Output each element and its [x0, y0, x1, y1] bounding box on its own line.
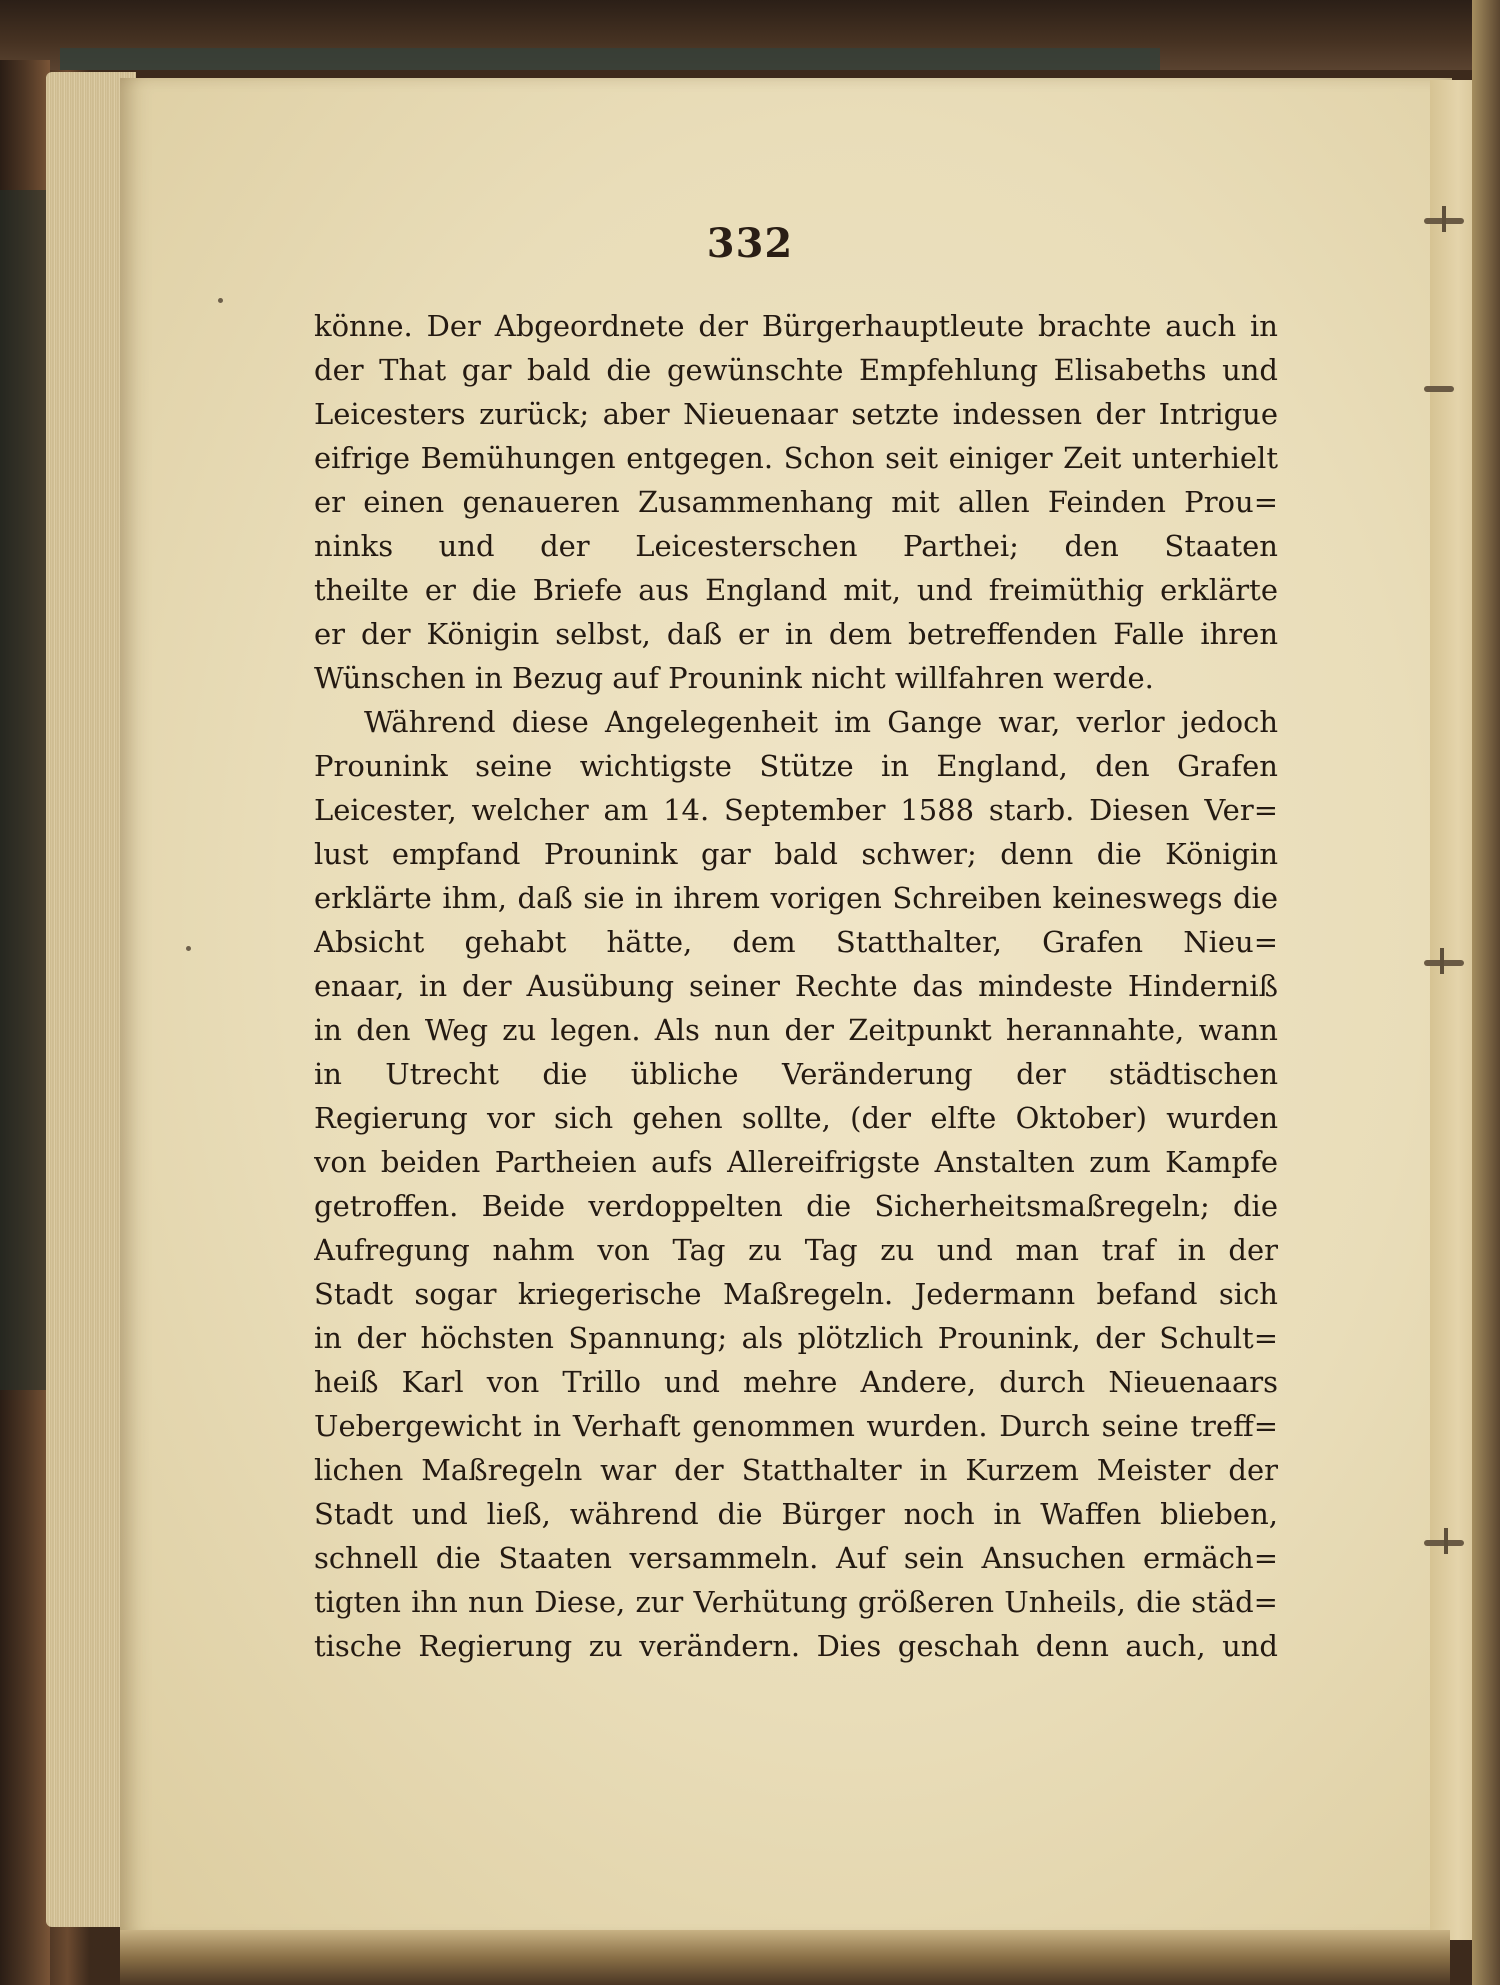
text-line: Während diese Angelegenheit im Gange war, verlor jedoch [364, 705, 1278, 739]
text-line: Aufregung nahm von Tag zu Tag zu und man traf in der [314, 1233, 1278, 1267]
text-line: Leicester, welcher am 14. September 1588 starb. Diesen Ver= [314, 793, 1278, 827]
text-line: lust empfand Prounink gar bald schwer; denn die Königin [314, 837, 1278, 871]
text-line: könne. Der Abgeordnete der Bürgerhauptleute brachte auch in [314, 309, 1278, 343]
cover-cloth-strip [60, 48, 1160, 70]
margin-mark [1444, 1528, 1448, 1554]
text-line: tigten ihn nun Diese, zur Verhütung größeren Unheils, die städ= [314, 1585, 1278, 1619]
right-binding [1472, 0, 1500, 1985]
text-line: Wünschen in Bezug auf Prounink nicht willfahren werde. [314, 661, 1154, 695]
text-line: ninks und der Leicesterschen Parthei; den Staaten [314, 529, 1278, 563]
page-bottom-edge [120, 1930, 1450, 1985]
text-line: lichen Maßregeln war der Statthalter in Kurzem Meister der [314, 1453, 1278, 1487]
paper-speck [186, 946, 191, 951]
text-line: Prounink seine wichtigste Stütze in England, den Grafen [314, 749, 1278, 783]
text-line: er einen genaueren Zusammenhang mit allen Feinden Prou= [314, 485, 1278, 519]
text-line: Regierung vor sich gehen sollte, (der elfte Oktober) wurden [314, 1101, 1278, 1135]
text-line: der That gar bald die gewünschte Empfehlung Elisabeths und [314, 353, 1278, 387]
text-line: in der höchsten Spannung; als plötzlich Prounink, der Schult= [314, 1321, 1278, 1355]
text-line: er der Königin selbst, daß er in dem betreffenden Falle ihren [314, 617, 1278, 651]
text-line: Stadt sogar kriegerische Maßregeln. Jedermann befand sich [314, 1277, 1278, 1311]
page-number: 332 [706, 220, 794, 267]
cover-cloth-stain [0, 190, 48, 1390]
text-line: in den Weg zu legen. Als nun der Zeitpunkt herannahte, wann [314, 1013, 1278, 1047]
margin-mark [1424, 386, 1454, 392]
text-line: enaar, in der Ausübung seiner Rechte das mindeste Hinderniß [314, 969, 1278, 1003]
text-line: theilte er die Briefe aus England mit, und freimüthig erklärte [314, 573, 1278, 607]
text-line: in Utrecht die übliche Veränderung der städtischen [314, 1057, 1278, 1091]
text-line: erklärte ihm, daß sie in ihrem vorigen Schreiben keineswegs die [314, 881, 1278, 915]
margin-mark [1440, 948, 1444, 974]
text-line: Uebergewicht in Verhaft genommen wurden. Durch seine treff= [314, 1409, 1278, 1443]
text-line: eifrige Bemühungen entgegen. Schon seit einiger Zeit unterhielt [314, 441, 1278, 475]
text-line: Stadt und ließ, während die Bürger noch in Waffen blieben, [314, 1497, 1278, 1531]
paper-speck [218, 298, 223, 303]
text-line: von beiden Partheien aufs Allereifrigste Anstalten zum Kampfe [314, 1145, 1278, 1179]
text-line: getroffen. Beide verdoppelten die Sicherheitsmaßregeln; die [314, 1189, 1278, 1223]
text-line: schnell die Staaten versammeln. Auf sein Ansuchen ermäch= [314, 1541, 1278, 1575]
margin-mark [1424, 960, 1464, 966]
text-line: Absicht gehabt hätte, dem Statthalter, Grafen Nieu= [314, 925, 1278, 959]
text-line: Leicesters zurück; aber Nieuenaar setzte indessen der Intrigue [314, 397, 1278, 431]
body-text [314, 304, 1278, 1668]
text-line: tische Regierung zu verändern. Dies geschah denn auch, und [314, 1629, 1278, 1663]
text-line: heiß Karl von Trillo und mehre Andere, durch Nieuenaars [314, 1365, 1278, 1399]
